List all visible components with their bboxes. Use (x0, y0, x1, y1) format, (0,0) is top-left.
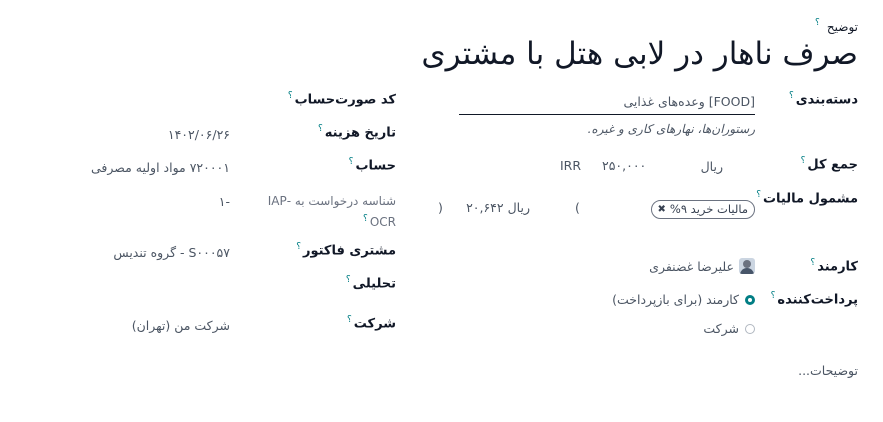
customer-label (296, 242, 396, 258)
radio-unselected-icon[interactable] (745, 324, 755, 334)
company-label-text: شرکت (353, 316, 396, 332)
iap-label-line2: OCR (369, 215, 396, 229)
company-value[interactable]: شرکت من (تهران) (131, 318, 230, 333)
help-icon[interactable]: ؟ (296, 242, 301, 252)
description-label (815, 16, 858, 35)
notes-input[interactable]: توضیحات... (798, 363, 858, 378)
help-icon[interactable]: ؟ (788, 91, 794, 101)
expense-date-value[interactable]: ۱۴۰۲/۰۶/۲۶ (167, 127, 230, 142)
iap-value: -۱ (218, 194, 230, 209)
employee-value: علیرضا غضنفری (649, 258, 734, 274)
tax-open-paren: ( (575, 200, 580, 215)
help-icon[interactable]: ؟ (770, 291, 776, 301)
tax-close-paren: ) (438, 200, 443, 215)
analytic-label (346, 275, 396, 291)
expense-date-label-text: تاریخ هزینه (324, 125, 396, 141)
description-label-text: توضیح (826, 20, 858, 34)
customer-label-text: مشتری فاکتور (302, 243, 396, 259)
employee-label-text: کارمند (817, 259, 858, 275)
help-icon[interactable]: ؟ (318, 124, 323, 134)
total-label-text: جمع کل (807, 157, 858, 173)
account-label-text: حساب (355, 158, 396, 174)
total-currency-code[interactable]: IRR (560, 158, 582, 173)
company-label (347, 315, 396, 331)
category-label (789, 91, 858, 107)
total-amount[interactable]: ۲۵۰,۰۰۰ (602, 158, 647, 173)
remove-tag-icon[interactable]: ✖ (657, 204, 666, 215)
total-currency-name: ریال (700, 159, 723, 174)
category-value: [FOOD] وعده‌های غذایی (623, 94, 755, 109)
radio-option-company[interactable] (703, 321, 755, 336)
help-icon[interactable]: ؟ (287, 91, 293, 101)
analytic-label-text: تحلیلی (352, 276, 396, 292)
paid-by-label (771, 291, 858, 307)
account-code-label (288, 91, 396, 107)
account-label (349, 157, 396, 173)
radio-selected-icon[interactable] (745, 295, 755, 305)
help-icon[interactable]: ؟ (348, 157, 354, 167)
category-label-text: دسته‌بندی (795, 92, 858, 108)
help-icon[interactable]: ؟ (345, 275, 351, 285)
category-hint: رستوران‌ها، نهارهای کاری و غیره. (587, 122, 755, 136)
radio-option-employee-label: کارمند (برای بازپرداخت) (612, 292, 739, 307)
employee-field[interactable] (649, 258, 755, 274)
iap-label-line1: شناسه درخواست به -IAP (267, 194, 396, 208)
employee-label (810, 258, 858, 274)
taxes-label (756, 190, 858, 206)
total-label (801, 156, 858, 172)
iap-label (268, 192, 396, 231)
account-value[interactable]: ۷۲۰۰۰۱ مواد اولیه مصرفی (90, 160, 230, 175)
taxes-label-text: مشمول مالیات (762, 191, 858, 207)
help-icon[interactable]: ؟ (363, 214, 368, 224)
paid-by-label-text: پرداخت‌کننده (777, 292, 858, 308)
category-input[interactable] (459, 94, 755, 115)
customer-value[interactable]: S۰۰۰۵۷ - گروه تندیس (113, 245, 230, 260)
help-icon[interactable]: ؟ (800, 156, 806, 166)
avatar (739, 258, 755, 274)
help-icon[interactable]: ؟ (810, 258, 816, 268)
help-icon[interactable]: ؟ (815, 17, 820, 28)
tax-amount: ریال ۲۰,۶۴۲ (466, 200, 530, 215)
expense-date-label (318, 124, 396, 140)
help-icon[interactable]: ؟ (347, 315, 352, 325)
help-icon[interactable]: ؟ (756, 190, 761, 200)
tax-tag-label: مالیات خرید ۹% (669, 202, 748, 216)
account-code-label-text: کد صورت‌حساب (294, 92, 396, 108)
radio-option-employee[interactable] (612, 292, 755, 307)
tax-tag[interactable] (651, 198, 756, 219)
radio-option-company-label: شرکت (703, 321, 739, 336)
expense-title[interactable]: صرف ناهار در لابی هتل با مشتری (421, 36, 858, 72)
